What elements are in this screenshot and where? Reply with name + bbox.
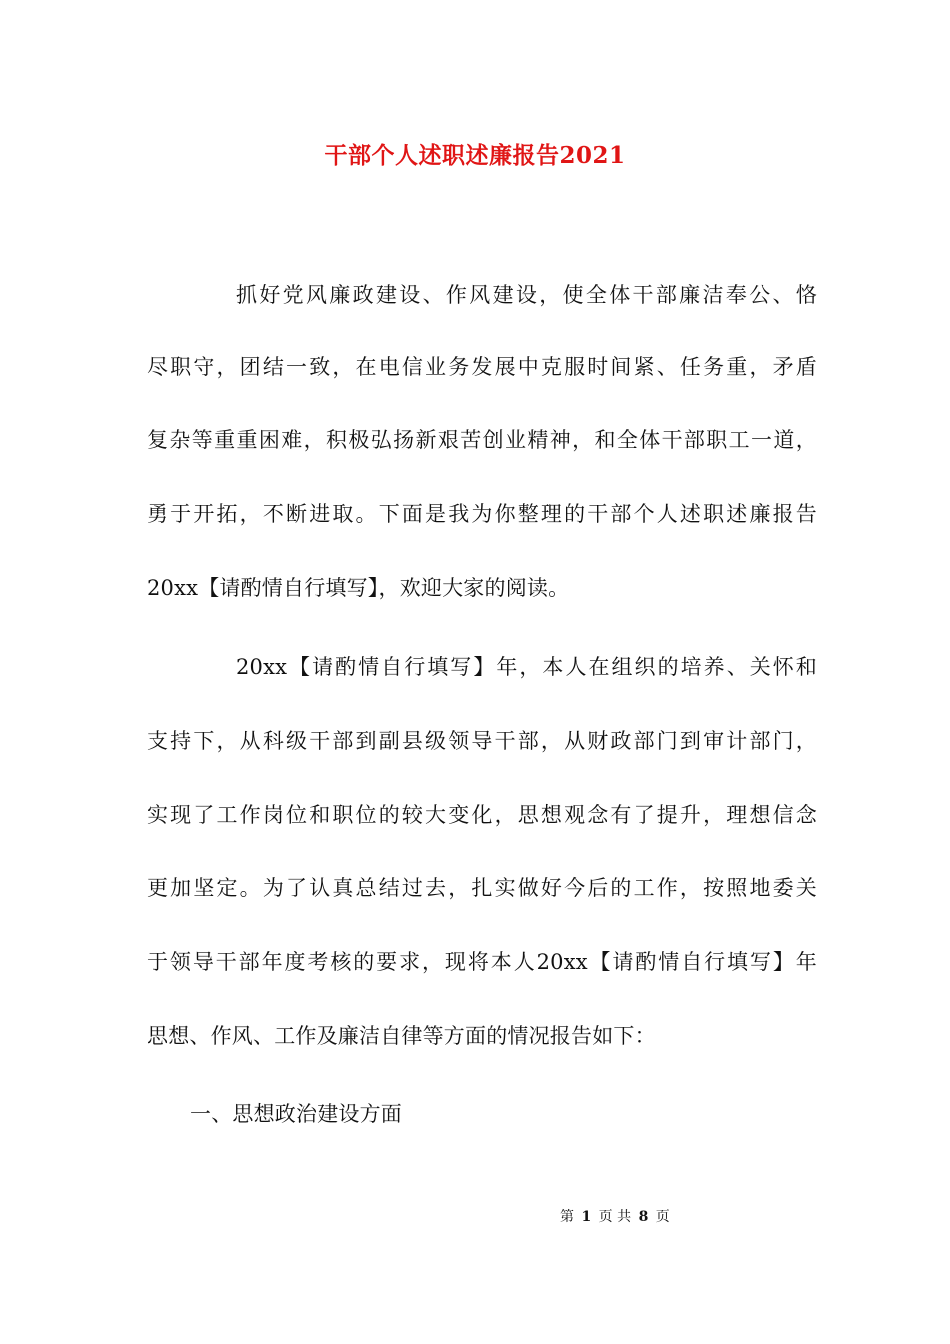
footer-prefix: 第 bbox=[560, 1209, 574, 1225]
paragraph-2-line-3: 实现了工作岗位和职位的较大变化，思想观念有了提升，理想信念 bbox=[147, 803, 817, 827]
footer-current-page: 1 bbox=[581, 1209, 592, 1225]
paragraph-1-line-4: 勇于开拓，不断进取。下面是我为你整理的干部个人述职述廉报告 bbox=[147, 502, 817, 526]
page-footer bbox=[560, 1207, 740, 1227]
paragraph-2-line-4: 更加坚定。为了认真总结过去，扎实做好今后的工作，按照地委关 bbox=[147, 876, 817, 900]
paragraph-1-line-2: 尽职守，团结一致，在电信业务发展中克服时间紧、任务重，矛盾 bbox=[147, 355, 817, 379]
footer-suffix: 页 bbox=[655, 1209, 670, 1225]
document-title: 干部个人述职述廉报告2021 bbox=[324, 142, 626, 169]
paragraph-2-line-1: 20xx【请酌情自行填写】年，本人在组织的培养、关怀和 bbox=[236, 655, 817, 679]
section-heading: 一、思想政治建设方面 bbox=[190, 1102, 402, 1126]
paragraph-2-line-2: 支持下，从科级干部到副县级领导干部，从财政部门到审计部门， bbox=[147, 729, 817, 753]
footer-total-pages: 8 bbox=[638, 1209, 649, 1225]
footer-middle: 页 共 bbox=[598, 1209, 632, 1225]
paragraph-1-line-3: 复杂等重重困难，积极弘扬新艰苦创业精神，和全体干部职工一道， bbox=[147, 428, 817, 452]
paragraph-1-line-5: 20xx【请酌情自行填写】，欢迎大家的阅读。 bbox=[147, 576, 570, 600]
paragraph-1-line-1: 抓好党风廉政建设、作风建设，使全体干部廉洁奉公、恪 bbox=[236, 283, 817, 307]
paragraph-2-line-6: 思想、作风、工作及廉洁自律等方面的情况报告如下： bbox=[147, 1024, 656, 1048]
paragraph-2-line-5: 于领导干部年度考核的要求，现将本人20xx【请酌情自行填写】年 bbox=[147, 950, 817, 974]
